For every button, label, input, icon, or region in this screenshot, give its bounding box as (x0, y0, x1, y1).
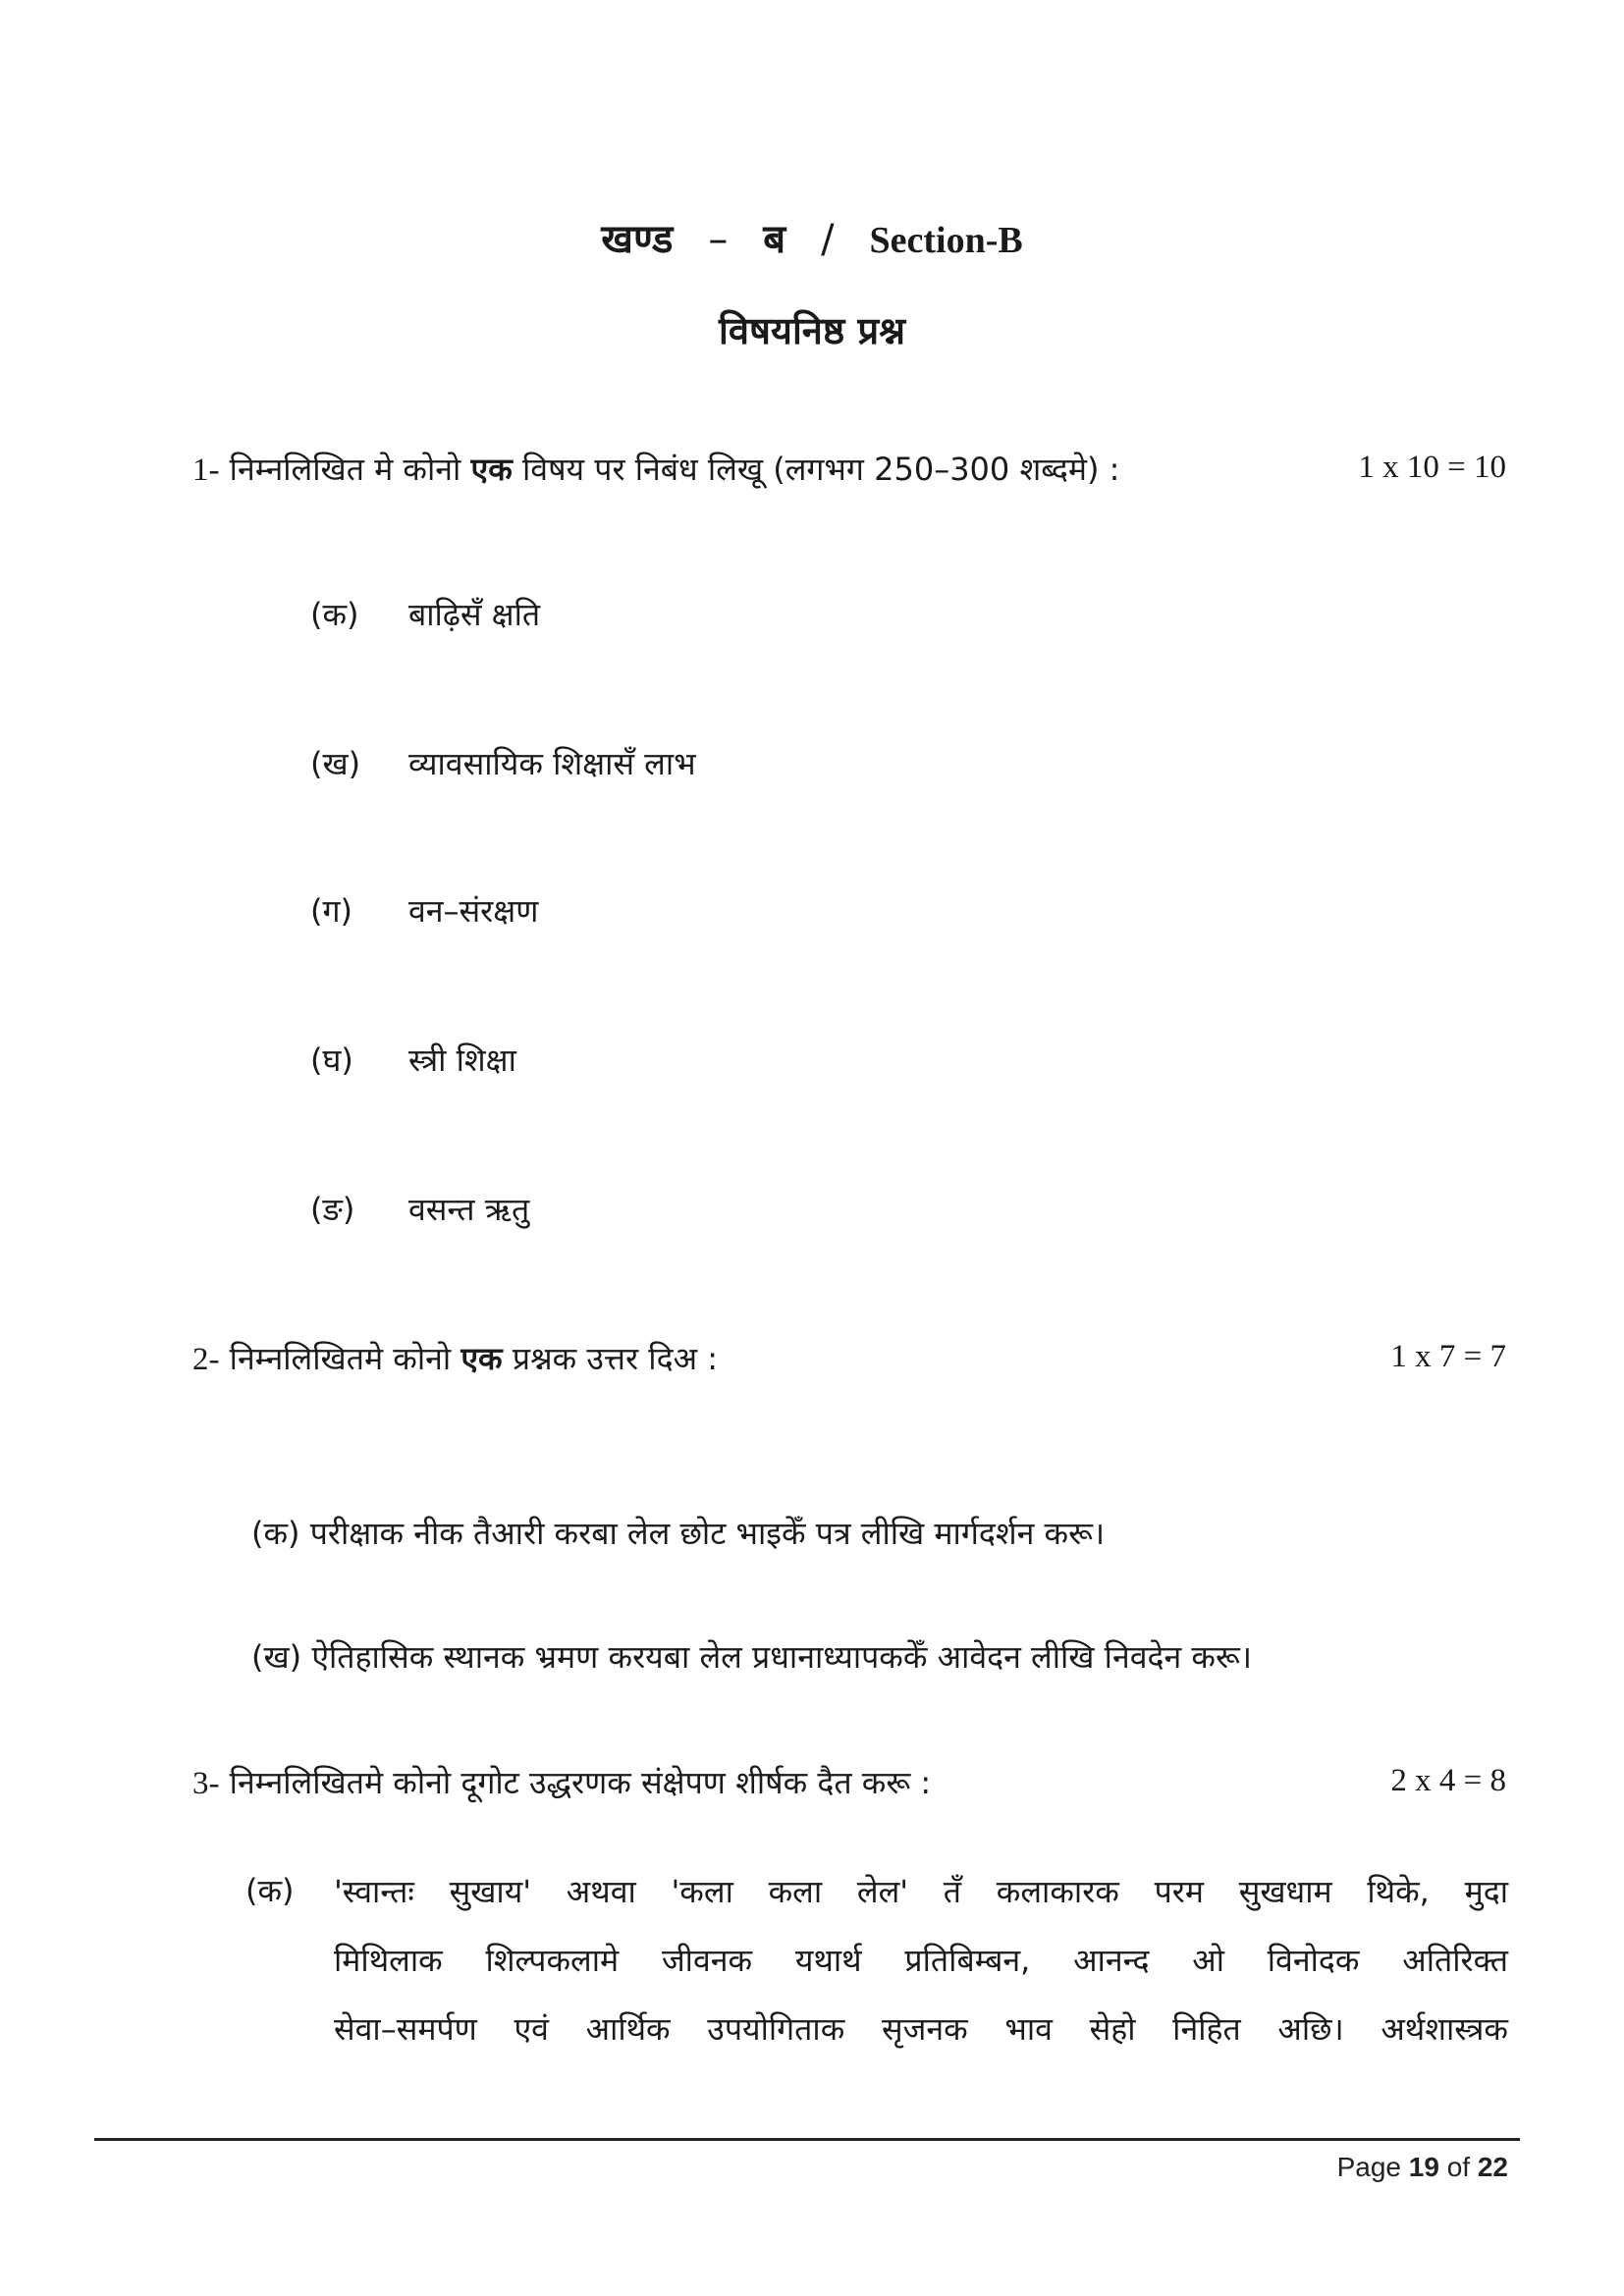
question-2-marks: 1 x 7 = 7 (1390, 1339, 1506, 1374)
section-slash: / (821, 217, 835, 262)
q3-passage-line: 'स्वान्तः सुखाय' अथवा 'कला कला लेल' तँ कलाकारक परम सुखधाम थिके, मुदा (334, 1873, 1508, 1910)
question-3-number: 3- (192, 1766, 220, 1801)
q2-option-text: ऐतिहासिक स्थानक भ्रमण करयबा लेल प्रधानाध्यापककेँ आवेदन लीखि निवदेन करू। (311, 1638, 1252, 1676)
q1-option-text: बाढ़िसँ क्षति (408, 596, 541, 633)
question-2 (192, 1337, 718, 1381)
q1-option (310, 742, 696, 785)
question-1-text-before: निम्नलिखित मे कोनो (229, 451, 461, 488)
question-3 (192, 1761, 931, 1805)
q1-option-text: वसन्त ऋतु (408, 1191, 530, 1228)
question-1-text-after: विषय पर निबंध लिखू (लगभग 250–300 शब्दमे) : (521, 451, 1120, 488)
page-footer (1337, 2152, 1508, 2183)
section-subtitle: विषयनिष्ठ प्रश्न (718, 309, 905, 352)
q3-passage-label: (क) (245, 1872, 295, 1909)
section-khand: खण्ड (601, 217, 674, 262)
q3-passage-line: मिथिलाक शिल्पकलामे जीवनक यथार्थ प्रतिबिम्बन, आनन्द ओ विनोदक अतिरिक्त (334, 1942, 1508, 1979)
question-3-marks: 2 x 4 = 8 (1390, 1763, 1506, 1798)
q1-option (310, 593, 540, 636)
q3-passage (334, 1857, 1508, 2063)
footer-page-number: 19 (1408, 2152, 1439, 2182)
footer-rule (94, 2138, 1520, 2141)
q1-option (310, 1039, 516, 1082)
q2-option-label: (ख) (251, 1638, 302, 1676)
footer-page-word: Page (1336, 2152, 1401, 2182)
q1-option-text: व्यावसायिक शिक्षासँ लाभ (408, 745, 696, 782)
question-3-text: निम्नलिखितमे कोनो दूगोट उद्धरणक संक्षेपण शीर्षक दैत करू : (229, 1764, 932, 1801)
question-1 (192, 448, 1119, 492)
q1-option (310, 889, 538, 933)
footer-of-word: of (1446, 2152, 1471, 2182)
section-letter: ब (763, 217, 786, 262)
question-2-text-before: निम्नलिखितमे कोनो (229, 1340, 452, 1377)
q3-passage-line: सेवा–समर्पण एवं आर्थिक उपयोगिताक सृजनक भाव सेहो निहित अछि। अर्थशास्त्रक (334, 2010, 1508, 2048)
question-2-number: 2- (192, 1342, 220, 1377)
q2-option (251, 1512, 1105, 1555)
q1-option-label: (क) (310, 596, 359, 633)
question-2-bold: एक (460, 1340, 503, 1377)
q1-option-text: वन–संरक्षण (408, 892, 539, 930)
question-1-number: 1- (192, 453, 220, 488)
section-title (0, 210, 1624, 264)
question-2-text-after: प्रश्नक उत्तर दिअ : (512, 1340, 718, 1377)
q1-option-label: (घ) (310, 1041, 353, 1079)
q2-option (251, 1635, 1252, 1679)
q1-option (310, 1188, 529, 1231)
q1-option-label: (ग) (310, 892, 352, 930)
section-label: Section-B (869, 220, 1023, 261)
question-1-marks: 1 x 10 = 10 (1358, 450, 1506, 485)
q2-option-label: (क) (251, 1515, 300, 1552)
footer-page-total: 22 (1477, 2152, 1508, 2182)
q1-option-text: स्त्री शिक्षा (408, 1041, 516, 1079)
q2-option-text: परीक्षाक नीक तैआरी करबा लेल छोट भाइकेँ पत्र लीखि मार्गदर्शन करू। (309, 1515, 1106, 1552)
question-1-bold: एक (470, 451, 513, 488)
q1-option-label: (ख) (310, 745, 361, 782)
q1-option-label: (ङ) (310, 1191, 355, 1228)
section-dash: – (708, 217, 729, 262)
